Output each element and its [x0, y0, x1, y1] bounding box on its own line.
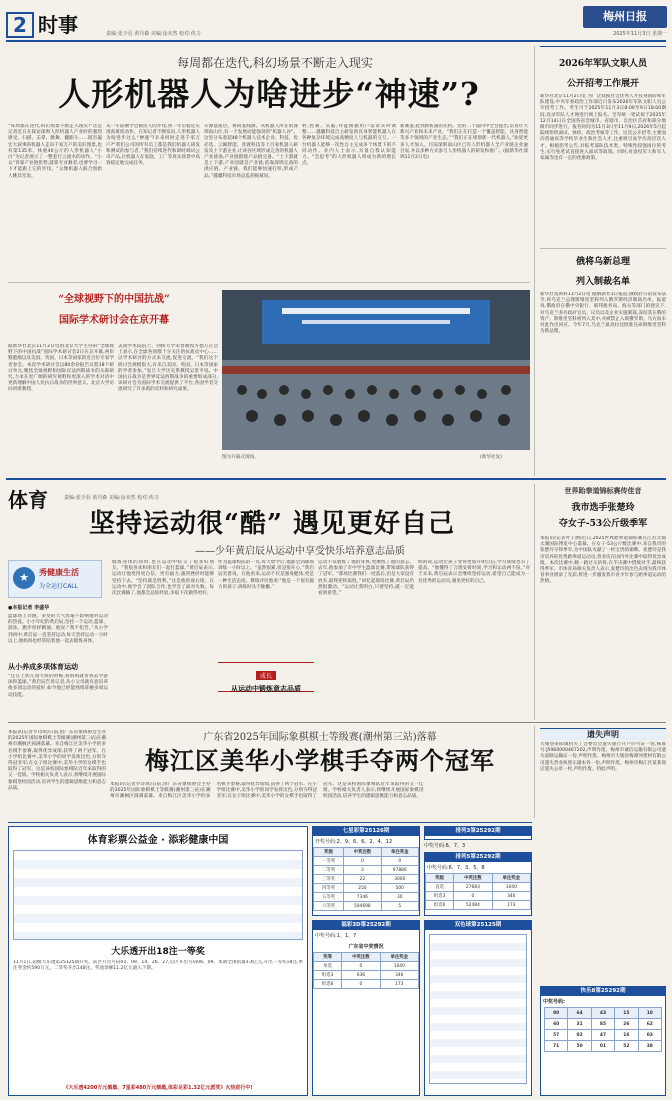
table-cell: 31: [568, 1019, 591, 1030]
table-row: [545, 1030, 662, 1041]
table-cell: 奖级: [426, 874, 454, 883]
editors-line: 责编:张少羽 黄丹森 美编:涂未然 校对:侠力: [106, 31, 201, 37]
table-cell: 直选: [426, 883, 454, 892]
draw-title: 大乐透开出18注一等奖: [111, 947, 205, 957]
sports-col-4: 运动不仅锻炼了他的身体,更磨炼了他的意志。去年,他参加了市中学生篮球比赛,带领球队获得了冠军。“那场比赛我们一度落后,但是大家没有放弃,最终逆转取胜。”回忆起那场比赛,黄启辰仍然很激动。“运动让我明白,只要坚持,就一定能看到希望。”: [318, 560, 414, 597]
table-row: [314, 980, 419, 989]
table-cell: 0: [342, 980, 380, 989]
forum-col-2: 美国学术院院士、剑桥大学荣誉教授方德万在会上表示,在全球各国都十分关注的抗战史中心……以学术研讨的方式来交流,促进交流。“我们这个研讨会规模很大,有来自美国、英国、日本等国家的学者参加。”复旦大学历史系教授吴景平说。中国抗日战争是世界反法西斯战争的重要组成部分,该研讨会为国际学术交流提供了平台,各国学者交流研究了许多新的史料和研究成果。: [118, 344, 218, 393]
arr3-title: 排列3第25292期: [425, 827, 531, 836]
table-row: [314, 875, 419, 884]
table-cell: 52484: [454, 901, 492, 910]
forum-headline-2: 国际学术研讨会在京开幕: [59, 315, 169, 326]
table-cell: 0: [344, 857, 381, 866]
chess-body: 本报讯(记者罗诗琪)日前,由广东省象棋协会主办的2025年国际象棋棋士等级赛(潮州第三站)在潮州市潮枫区圆满落幕。来自梅江区美华小学的多名棋手参赛,取得优异成绩,获得了两个冠军。在小学组比赛中,美华小学的同学发挥出色,分别夺得冠亚军;在女子组比赛中,美华小学的女棋手也取得了冠军。这是该校国际象棋队近年来取得的又一佳绩。学校相关负责人表示,将继续开展国际象棋进校园活动,培养学生的逻辑思维能力和意志品质。: [8, 730, 106, 791]
table-cell: 01: [591, 1041, 614, 1052]
table-cell: 中奖注数: [342, 953, 380, 962]
table-cell: 组选3: [426, 892, 454, 901]
arr5-numbers: 中奖号码:6、7、3、5、8: [427, 865, 485, 871]
notice-body: 大埔县茶阳镇机关工会委员会遗失银行开户许可证一份,核准号:J5960000467202,声明作废。梅州市诚信运输有限公司遗失道路运输证一份,声明作废。梅州市大埔县梅潭河建材有限公司遗失营业执照正副本各一份,声明作废。梅州市梅江区某某商店遗失公章一枚,声明作废。特此声明。: [540, 742, 666, 772]
robot-col-3: 开源基座层、协同基线源。从机器人所在的深圳南山区,有一个发展动能强劲的“机器人谷”。这里分布着超48个机器人技术企业、科技、优必选、云鲸智能、普渡科技等上百家机器人研发及上下游企业,让该谷区域形成完善的机器人产业链条,产业链群链产品链完备。“上下游就是上下游,产业园就是产业链,依靠深圳完备的供应链、产业链、我们能够快速打样,形成产品。”越疆科技市场总监胡振斌说。: [204, 124, 298, 179]
table-cell: 四等奖: [314, 884, 344, 893]
sidebar1-subtitle: 公开招考工作展开: [566, 79, 639, 89]
table-cell: 22: [344, 875, 381, 884]
table-cell: 0: [381, 857, 418, 866]
seven-star-numbers: 开奖号码:2、9、6、6、2、4、12: [315, 839, 393, 845]
sports-mid-heading: [218, 662, 314, 692]
kl8-label: 中奖号码:: [543, 999, 565, 1005]
robot-headline: 人形机器人为啥进步“神速”?: [58, 75, 480, 113]
table-cell: 500: [381, 884, 418, 893]
forum-col-1: 据新华社北京11月2日电由北京大学主办的“全球视野下的中国抗战”国际学术研讨会2日在京开幕,两岸暨港澳以及美国、英国、日本等国家的近百位专家学者参会。本次学术研讨会以80余份报告议程18个研讨单元,聚焦全球视野和国际反法西斯战争的关联研究,力求在更广阔的研究视野和更深入的学术对话中更新理解中国人民抗日战争的世界意义。北京大学访问讲席教授、: [8, 344, 114, 393]
table-cell: 16: [615, 1030, 638, 1041]
lottery-footer: 《大乐透4200万元插墨、7星彩480万元插墨,体彩足彩1.32亿元派奖》火热进行中!: [63, 1085, 253, 1091]
table-cell: 7346: [344, 893, 381, 902]
draw-body: 11月1日,超级大乐透第25125期开奖。前区开出号码01、09、14、26、27,后区开出号码06、09。本期全国销量3.4亿元,开出一等奖18注,单注奖金约590万元。二等奖开出148注。奖池余额11.2亿元滚入下期。: [13, 960, 303, 972]
table-cell: 单注奖金: [492, 874, 530, 883]
fc3d-numbers: 中奖号码:1、1、7: [315, 933, 357, 939]
sidebar2-title: 俄将乌新总理: [575, 257, 630, 267]
ssq-box: [424, 920, 532, 1096]
page-header: [0, 0, 672, 40]
divider: [8, 722, 666, 723]
table-row: [426, 892, 531, 901]
table-cell: 57: [545, 1030, 568, 1041]
robot-col-4: 材,控制、头脑,并能根据用户需求实时调整……越疆科技自主研发的具身智能机器人在各种复杂环境完成高精度人与机器的交互。一台机器人能够一次性自主完成多个场景下的不同动作。业内人士表示,具备自我认知能力、“会思考”的人形机器人将成为新的增长点。: [302, 124, 396, 167]
column-divider: [534, 484, 535, 720]
table-row: [314, 962, 419, 971]
section-name: 时事: [38, 13, 78, 37]
table-cell: 组选6: [426, 901, 454, 910]
conference-photo-illustration: [222, 290, 530, 450]
table-cell: 38: [638, 1041, 661, 1052]
table-cell: 3000: [381, 875, 418, 884]
header-rule: [6, 40, 666, 42]
table-cell: 30: [381, 893, 418, 902]
chess-kicker: 广东省2025年国际象棋棋士等级赛(潮州第三站)落幕: [203, 732, 437, 743]
kl8-box: [540, 986, 666, 1096]
table-row: [426, 883, 531, 892]
table-cell: 173: [492, 901, 530, 910]
table-cell: 三等奖: [314, 875, 344, 884]
table-cell: 单注奖金: [380, 953, 418, 962]
kl8-title: 快乐8第25292期: [541, 987, 665, 996]
conference-photo: [222, 290, 530, 450]
table-cell: 64: [568, 1008, 591, 1019]
table-cell: 单选: [314, 962, 342, 971]
forum-headline-1: “全球视野下的中国抗战”: [58, 294, 170, 305]
table-cell: 组选6: [314, 980, 342, 989]
table-cell: 3: [344, 866, 381, 875]
sidebar3-title-1: 世界跆拳道锦标赛传佳音: [564, 486, 642, 495]
table-cell: 1040: [380, 962, 418, 971]
table-row: [545, 1041, 662, 1052]
table-cell: 52: [615, 1041, 638, 1052]
chess-headline: 梅江区美华小学棋手夺两个冠军: [145, 746, 495, 775]
table-cell: 346: [492, 892, 530, 901]
robot-col-5: 新赛道,抢到新机遇的先机。党的二十届四中全会提出,培育壮大新兴产业和未来产业。“我们正在打造一个覆盖智能、具身智能等多个领域的产业生态。”“我们正在规划新一代机器人,”欢迎更多人才加入。目前深圳南山区已有人形机器人全产业链企业逾百家,并以多种方式参与人形机器人的研发和推广。(据新华社深圳11月2日电): [400, 124, 528, 161]
table-cell: 62: [638, 1019, 661, 1030]
table-row: [314, 893, 419, 902]
section-rule: [6, 478, 666, 480]
table-cell: 二等奖: [314, 866, 344, 875]
table-row: [314, 866, 419, 875]
forum-headline-box: [14, 290, 214, 340]
table-cell: 15: [615, 1008, 638, 1019]
table-cell: 27683: [454, 883, 492, 892]
table-cell: 0: [454, 892, 492, 901]
table-cell: 02: [568, 1030, 591, 1041]
robot-kicker: 每周都在迭代,科幻场景不断走入现实: [177, 56, 373, 70]
arr5-box: [424, 852, 532, 916]
table-row: [314, 848, 419, 857]
arr5-title: 排列5第25292期: [425, 853, 531, 862]
sports-section-name: 体育: [8, 488, 48, 512]
table-cell: 173: [380, 980, 418, 989]
chess-body-columns: 本报讯(记者罗诗琪)日前,由广东省象棋协会主办的2025年国际象棋棋士等级赛(潮州第三站)在潮州市潮枫区圆满落幕。来自梅江区美华小学的多名棋手参赛,取得优异成绩,获得了两个冠军。在小学组比赛中,美华小学的同学发挥出色,分别夺得冠亚军;在女子组比赛中,美华小学的女棋手也取得了冠军。这是该校国际象棋队近年来取得的又一佳绩。学校相关负责人表示,将继续开展国际象棋进校园活动,培养学生的逻辑思维能力和意志品质。: [110, 782, 424, 800]
fc3d-box: [312, 920, 420, 1096]
sidebar3-title-2: 我市选手张楚玲: [571, 503, 635, 513]
mid-head-text: 从运动中锻炼意志品质: [231, 685, 301, 693]
column-subtitle: 为全运打CALL: [39, 583, 78, 590]
table-row: [426, 874, 531, 883]
table-cell: 1040: [492, 883, 530, 892]
sports-editors: 责编:张少羽 黄丹森 美编:涂未然 校对:侠力: [64, 495, 159, 501]
section-number: 2: [6, 12, 34, 38]
sports-lottery-box: [8, 826, 308, 1096]
issue-date: 2025年11月3日 星期一: [613, 31, 667, 37]
fc-prize-table: [313, 952, 419, 989]
table-cell: 97886: [381, 866, 418, 875]
mid-head-tag: 成长: [256, 671, 276, 680]
ssq-title: 双色球第25125期: [425, 921, 531, 930]
table-cell: 346: [380, 971, 418, 980]
lottery-banner: 体育彩票公益金 · 添彩健康中国: [87, 835, 229, 846]
table-cell: 中奖注数: [454, 874, 492, 883]
table-cell: 六等奖: [314, 902, 344, 911]
table-cell: 中奖注数: [344, 848, 381, 857]
runner-icon: ★: [13, 567, 35, 589]
table-cell: 奖级: [314, 848, 344, 857]
sidebar1-title: 2026年军队文职人员: [558, 59, 648, 69]
notice-title: 遗失声明: [587, 730, 619, 739]
column-badge: [8, 560, 102, 598]
photo-caption: 图为开幕式现场。: [222, 455, 259, 460]
column-divider: [534, 726, 535, 818]
lottery-results-grid: [13, 850, 303, 940]
table-row: [314, 884, 419, 893]
table-cell: 71: [545, 1041, 568, 1052]
sports-col-5: 妈妈说,运动让孩子变得更加开朗自信,学习成绩也有了提高。“他懂得了合理安排时间,学习和运动两不误。”对于未来,黄启辰表示会继续坚持运动,希望自己能成为一名优秀的运动员,遇见更好的自己。: [418, 560, 530, 584]
arr-prize-table: [425, 873, 531, 910]
column-divider: [534, 46, 535, 476]
kl8-number-grid: [544, 1007, 662, 1052]
photo-credit: (新华社发): [480, 455, 502, 460]
sports-subhead: ——少年黄启辰从运动中享受快乐培养意志品质: [195, 546, 405, 557]
table-cell: 250: [344, 884, 381, 893]
table-cell: 50: [568, 1041, 591, 1052]
table-row: [314, 971, 419, 980]
table-cell: 奖等: [314, 953, 342, 962]
table-cell: 60: [545, 1019, 568, 1030]
sports-col-3: 作为篮球校队的一员,每天放学后,他都会到球场训练一小时以上。“虽然很累,但是很开心。”黄启辰笑着说。在他看来,运动不仅是强身健体,更是一种生活态度。教练评价他说:“他是一个很有毅力的孩子,训练时从不偷懒。”: [218, 560, 314, 590]
table-cell: 0: [342, 962, 380, 971]
table-cell: 85: [591, 1019, 614, 1030]
sports-col-1b: “还在上幼儿园大班的时候,我妈妈就带我去学游泳和篮球。”黄启辰告诉记者,从小父母就有意培养他多项运动的爱好,如今他已经能熟练掌握多项运动技能。: [8, 674, 108, 698]
divider: [540, 248, 666, 249]
sidebar1-body: 新华社北京11月2日电 为广泛延揽社会优秀人才投身国防和军队建设,中央军委政治工作部近日发布2026年军队文职人员公开招考工作。考生可于2025年11月3日8:00至9日18:00期间,登录军队人才网进行网上报名。全军统一笔试拟于2025年12月14日在全国各省会城市、省辖市、自治区首府和部分地级市同步进行。报名时间为11月3日至11月9日,2026年5月起陆续组织面试、体检、政治考核等工作。这次公开招考,主要面向普通高等学校毕业生和社会人才,注重吸引高学历高层次人才。根据招考公告,对报考部队技术类、特殊性较强岗位的考生,实行免笔试直接进入面试等政策。同时,对退役军人和军人家属等也有一定的优惠政策。: [540, 94, 666, 162]
table-row: [314, 857, 419, 866]
sports-col-1: 篮球场上奔跑、多变的天气丝毫不影响他对运动的热爱。小小年纪的黄启辰,坚持一个运动,篮球、游泳、跑步样样精通。他说:“我不怕苦。”从小学到初中,黄启辰一直坚持运动,每天坚持运动一小时以上,他妈妈也经常陪着他一起去锻炼身体。: [8, 614, 108, 644]
table-cell: 80: [545, 1008, 568, 1019]
table-cell: 五等奖: [314, 893, 344, 902]
table-row: [545, 1019, 662, 1030]
robot-col-1: “每周都在迭代,科幻场景不断走入现实!”这是记者近日在探访深圳人形机器人产业时的强烈感受。扫描、击掌、跳舞、翻跟斗……既有偏宏大叙事的机器人走向千家万户的美好图景,也有第135米、体重40公斤的人形机器人“小白”为记者展示了一整套行云流水的动作。“小众”背靠产业链优势,就算专业舞者,也要学习一下才能跟上它的步伐。“众像机器人联合创始人姚其光说。: [8, 124, 102, 179]
sports-byline: ●本报记者 李盛华: [8, 605, 50, 611]
table-cell: 组选3: [314, 971, 342, 980]
table-row: [314, 902, 419, 911]
column-title: 秀健康生活: [39, 568, 79, 577]
seven-star-title: 七星彩第25126期: [313, 827, 419, 836]
sidebar3-title-3: 夺女子-53公斤级季军: [558, 519, 648, 529]
table-cell: 504698: [344, 902, 381, 911]
sidebar-rule: [540, 46, 666, 47]
sports-col1-head: 从小养成多项体育运动: [8, 663, 78, 671]
notice-title-bar: [540, 728, 666, 740]
table-cell: 636: [342, 971, 380, 980]
sports-headline: 坚持运动很“酷” 遇见更好自己: [89, 509, 455, 539]
fc-heading: 广东省中奖情况: [348, 944, 384, 950]
seven-star-prize-table: [313, 847, 419, 911]
sports-col-2: 锻炼身体的同时,也在运动中结交了很多好朋友。“我很喜欢和朋友们一起打篮球。”黄启辰表示,运动让他变得更自信、更有毅力,遇到挫折时能够坚持下去。“坚持就是胜利。”这是他的座右铭。在运动中,他学会了团队合作,也学会了面对失败。每次比赛输了,他都会总结经验,争取下次做得更好。: [112, 560, 214, 597]
divider: [8, 822, 532, 823]
arr3-box: [424, 826, 532, 840]
table-cell: 26: [615, 1019, 638, 1030]
table-cell: 5: [381, 902, 418, 911]
divider: [8, 282, 530, 283]
table-row: [545, 1008, 662, 1019]
table-cell: 单注奖金: [381, 848, 418, 857]
sidebar2-subtitle: 列入制裁名单: [575, 277, 630, 287]
table-row: [426, 901, 531, 910]
seven-star-box: [312, 826, 420, 916]
table-cell: 43: [591, 1008, 614, 1019]
table-cell: 03: [638, 1030, 661, 1041]
fc3d-title: 福彩3D第25292期: [313, 921, 419, 930]
table-cell: 一等奖: [314, 857, 344, 866]
newspaper-logo: 梅州日报: [583, 6, 667, 28]
table-cell: 10: [638, 1008, 661, 1019]
table-row: [314, 953, 419, 962]
robot-col-2: 从一年前刚学会模仿人的步伐,到一年后稳定实现高难度动作。在知记者不断发问,人形机器人为啥进步这么“神速”?未来何时走进千家万户?“我们公司的所有员工都是我们机器人研发和测试的参与者。”我们持续迭代和即时调试公司产品,让机器人在家庭、工厂等真实场景中高效稳定地完成任务。: [106, 124, 200, 167]
ssq-table: [429, 934, 527, 1084]
sidebar3-body: 本报讯(记者叶子涵)近日,2025世界跆拳道锦标赛在江苏无锡太湖国际博览中心落幕。在女子-53公斤级比赛中,来自我市的张楚玲夺得季军,为中国队贡献了一枚宝贵的铜牌。张楚玲是我市培养的优秀跆拳道运动员,曾多次在国内外比赛中取得优异成绩。本次比赛中,她一路过关斩将,在半决赛中惜败对手,最终获得季军。市体育局相关负责人表示,张楚玲的出色表现为我市体育事业增添了光彩,将进一步激发我市青少年参与跆拳道运动的热情。: [540, 536, 666, 585]
sidebar2-body: 新华社莫斯科11月2日电 据俄新社1日报道,俄政府日前发布法令,将乌克兰总理斯维里坚科列入俄罗斯经济制裁名单。报道说,俄政府在俄中央银行、联邦税务局、海关等部门的建议下,对乌克兰多名政府官员、议员以及企业实施制裁,冻结其在俄的资产。斯维里坚科被列入其中,并被禁止入境俄罗斯。乌方尚未对此作出回应。今年7月,乌克兰最高拉达批准任命斯维里坚科为新总理。: [540, 292, 666, 335]
table-cell: 47: [591, 1030, 614, 1041]
arr3-numbers: 中奖号码:6、7、3: [424, 843, 466, 849]
